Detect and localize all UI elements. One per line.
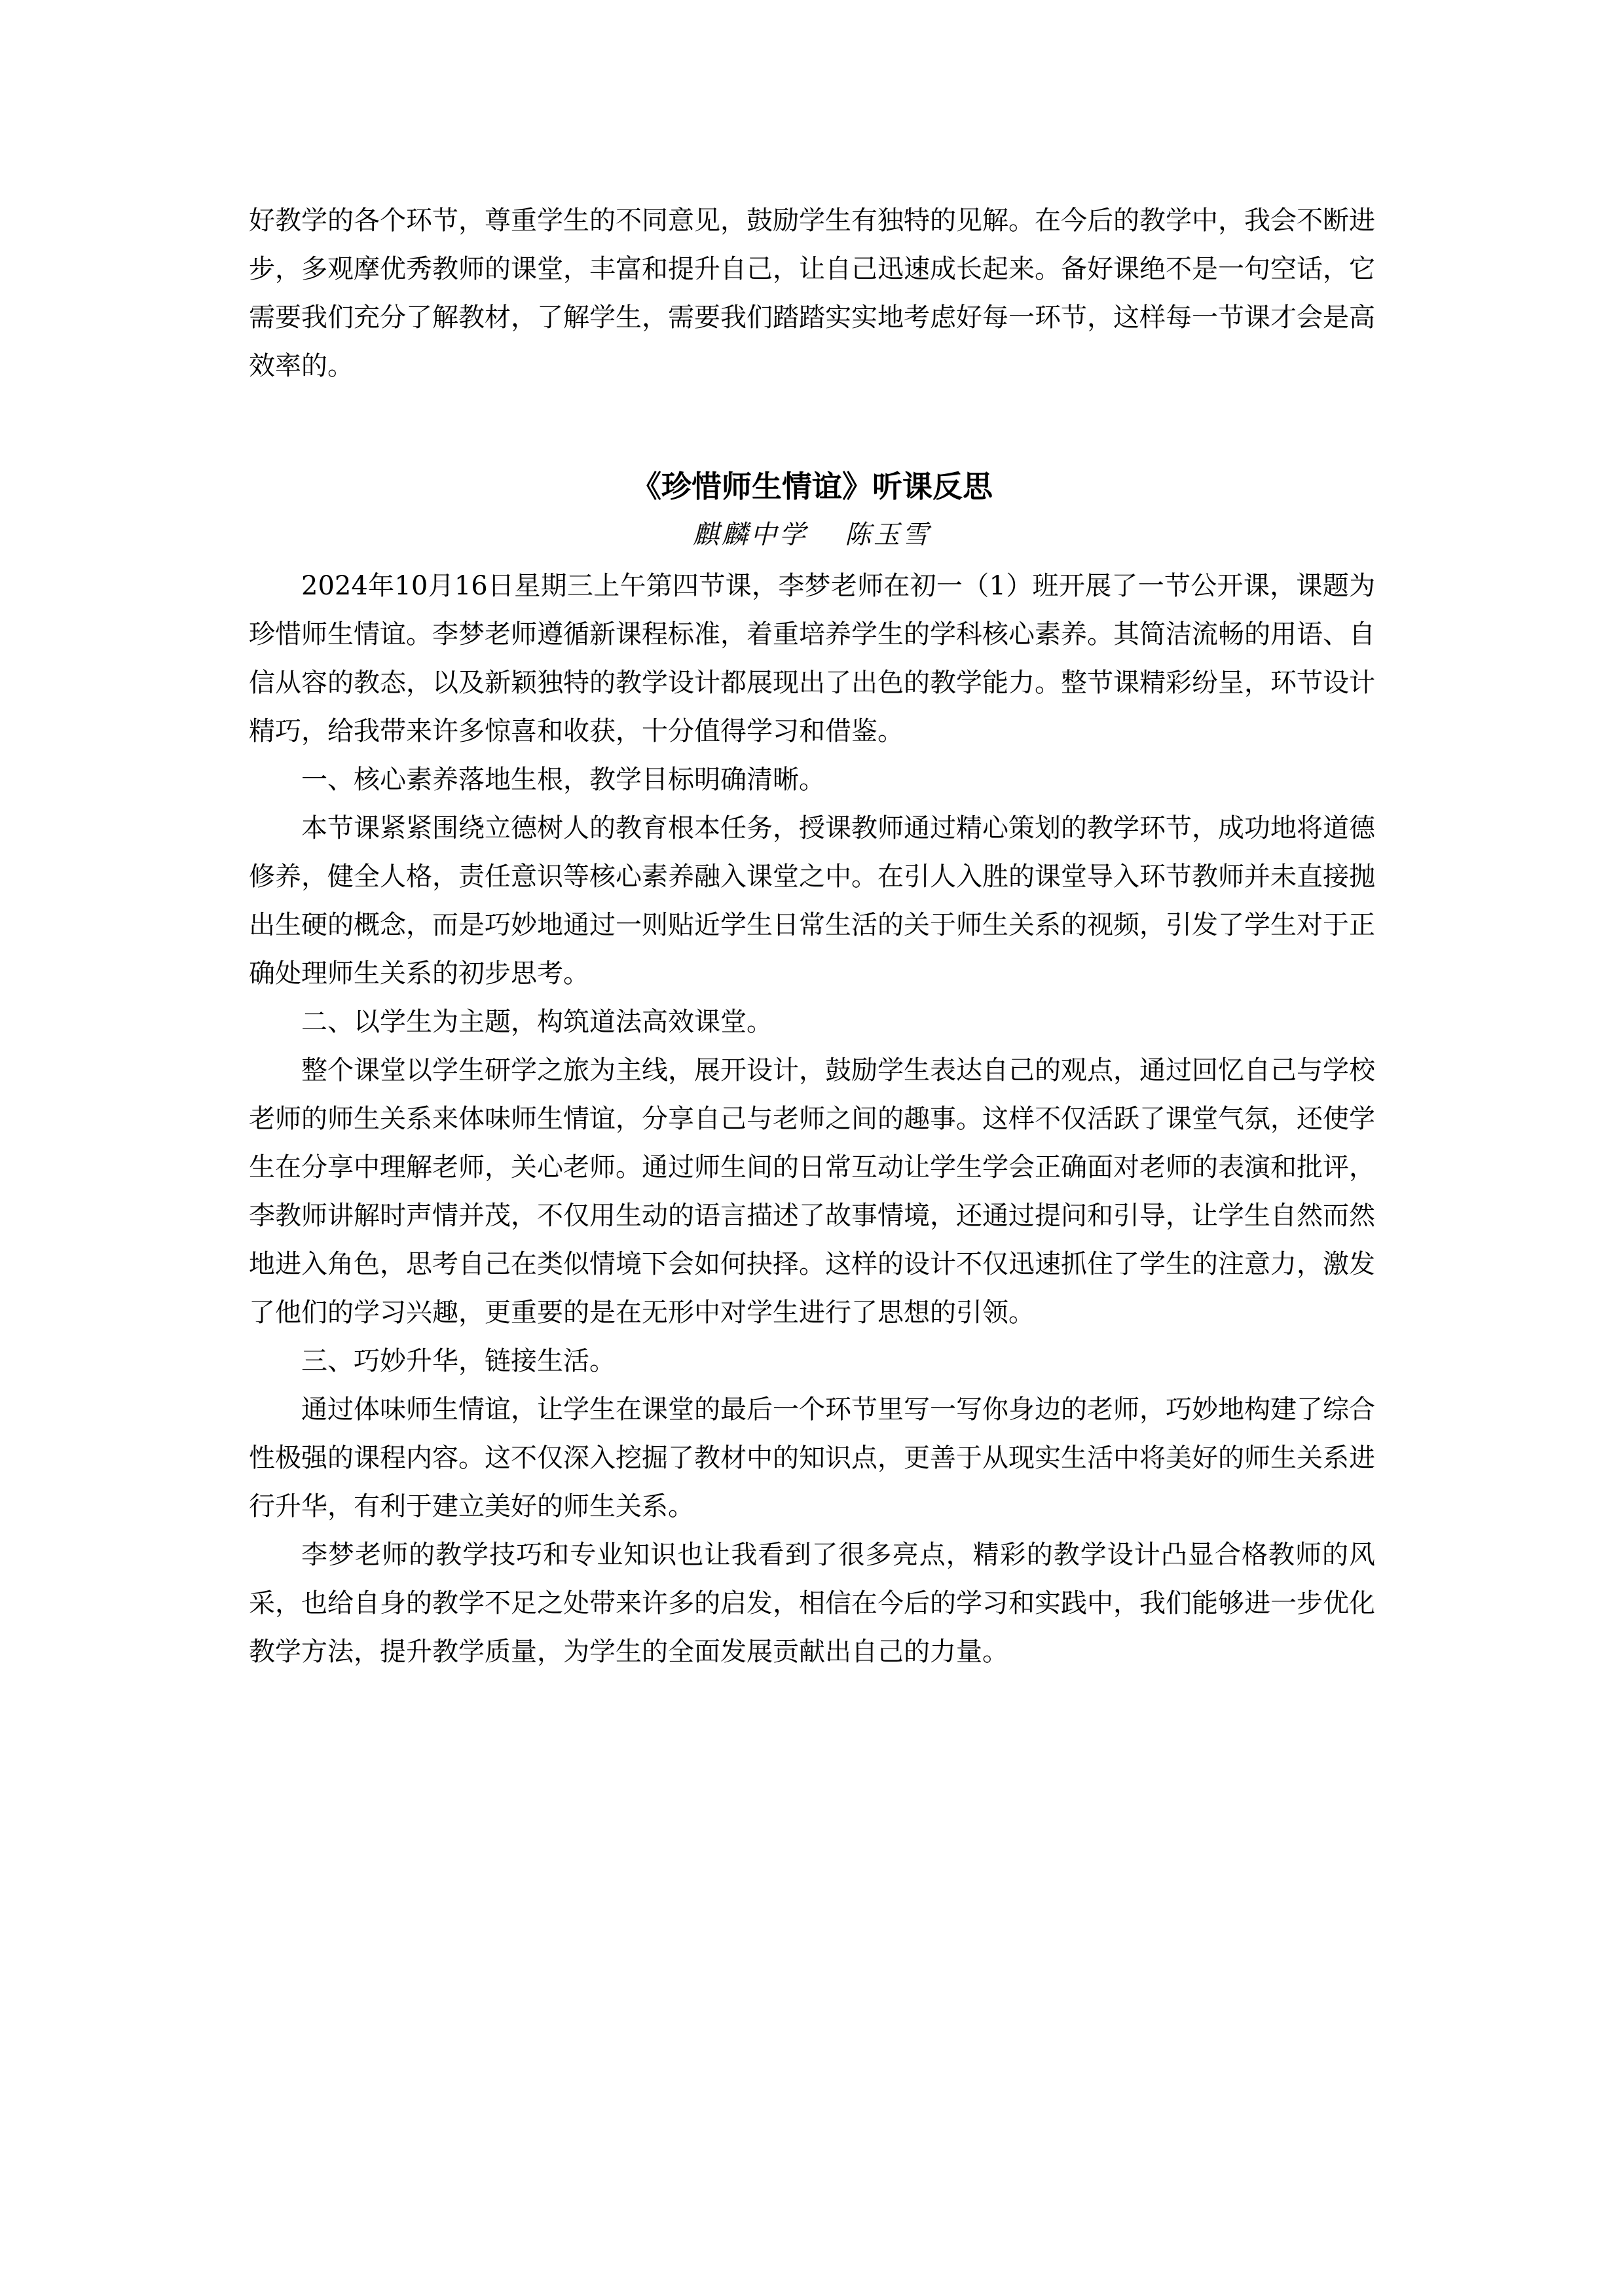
body-paragraph-section-1: 本节课紧紧围绕立德树人的教育根本任务，授课教师通过精心策划的教学环节，成功地将道德修养，健全人格，责任意识等核心素养融入课堂之中。在引人入胜的课堂导入环节教师并未直接抛出生硬的概念，而是巧妙地通过一则贴近学生日常生活的关于师生关系的视频，引发了学生对于正确处理师生关系的初步思考。 <box>249 813 1375 989</box>
section-heading-1: 一、核心素养落地生根，教学目标明确清晰。 <box>301 765 825 795</box>
lead-paragraph: 好教学的各个环节，尊重学生的不同意见，鼓励学生有独特的见解。在今后的教学中，我会不断进步，多观摩优秀教师的课堂，丰富和提升自己，让自己迅速成长起来。备好课绝不是一句空话，它需要我们充分了解教材，了解学生，需要我们踏踏实实地考虑好每一环节，这样每一节课才会是高效率的。 <box>249 206 1375 381</box>
body-paragraph-section-2: 整个课堂以学生研学之旅为主线，展开设计，鼓励学生表达自己的观点，通过回忆自己与学校老师的师生关系来体味师生情谊，分享自己与老师之间的趣事。这样不仅活跃了课堂气氛，还使学生在分享中理解老师，关心老师。通过师生间的日常互动让学生学会正确面对老师的表演和批评，李教师讲解时声情并茂，不仅用生动的语言描述了故事情境，还通过提问和引导，让学生自然而然地进入角色，思考自己在类似情境下会如何抉择。这样的设计不仅迅速抓住了学生的注意力，激发了他们的学习兴趣，更重要的是在无形中对学生进行了思想的引领。 <box>249 1055 1375 1328</box>
article-byline <box>249 512 1375 558</box>
section-heading-3: 三、巧妙升华，链接生活。 <box>301 1346 616 1376</box>
author-school: 麒麟中学 <box>693 520 808 550</box>
body-paragraph-conclusion: 李梦老师的教学技巧和专业知识也让我看到了很多亮点，精彩的教学设计凸显合格教师的风采，也给自身的教学不足之处带来许多的启发，相信在今后的学习和实践中，我们能够进一步优化教学方法，提升教学质量，为学生的全面发展贡献出自己的力量。 <box>249 1540 1375 1667</box>
document-page <box>249 196 1375 1676</box>
body-paragraph-section-3: 通过体味师生情谊，让学生在课堂的最后一个环节里写一写你身边的老师，巧妙地构建了综合性极强的课程内容。这不仅深入挖掘了教材中的知识点，更善于从现实生活中将美好的师生关系进行升华，有利于建立美好的师生关系。 <box>249 1394 1375 1522</box>
author-name: 陈玉雪 <box>845 520 931 550</box>
body-paragraph-intro: 2024年10月16日星期三上午第四节课，李梦老师在初一（1）班开展了一节公开课，课题为珍惜师生情谊。李梦老师遵循新课程标准，着重培养学生的学科核心素养。其简洁流畅的用语、自信从容的教态，以及新颖独特的教学设计都展现出了出色的教学能力。整节课精彩纷呈，环节设计精巧，给我带来许多惊喜和收获，十分值得学习和借鉴。 <box>249 571 1375 746</box>
article-title: 《珍惜师生情谊》听课反思 <box>631 469 993 504</box>
section-heading-2: 二、以学生为主题，构筑道法高效课堂。 <box>301 1007 773 1037</box>
